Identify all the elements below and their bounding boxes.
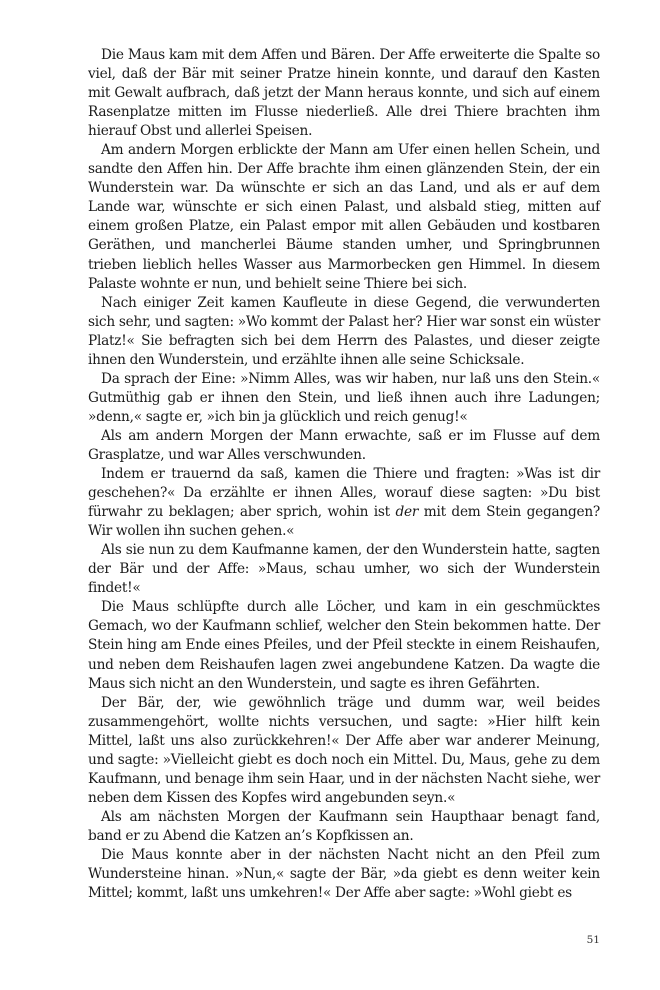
paragraph: Die Maus konnte aber in der nächsten Nacht nicht an den Pfeil zum Wundersteine hinan. »Nun,« sagte der Bär, »da giebt es denn weiter kein Mittel; kommt, laßt uns umkehren!« Der Affe aber sagte: »Wohl giebt es <box>88 846 600 902</box>
paragraph: Am andern Morgen erblickte der Mann am Ufer einen hellen Schein, und sandte den Affen hin. Der Affe brachte ihm einen glänzenden Stein, der ein Wunderstein war. Da wünschte er sich an das Land, und als er auf dem Lande war, wünschte er sich einen Palast, und alsbald stieg, mitten auf einem großen Platze, ein Palast empor mit allen Gebäuden und kostbaren Geräthen, und mancherlei Bäume standen umher, und Springbrunnen trieben lieblich helles Wasser aus Marmorbecken gen Himmel. In diesem Palaste wohnte er nun, und behielt seine Thiere bei sich. <box>88 142 600 292</box>
paragraph <box>88 465 600 541</box>
paragraph: Nach einiger Zeit kamen Kaufleute in diese Gegend, die verwunderten sich sehr, und sagten: »Wo kommt der Palast her? Hier war sonst ein wüster Platz!« Sie befragten sich bei dem Herrn des Palastes, und dieser zeigte ihnen den Wunderstein, und erzählte ihnen alle seine Schicksale. <box>88 294 600 368</box>
emphasized-word: der <box>395 504 419 521</box>
paragraph: Als sie nun zu dem Kaufmanne kamen, der den Wunderstein hatte, sagten der Bär und der Affe: »Maus, schau umher, wo sich der Wunderstein findet!« <box>88 542 600 597</box>
paragraph: Die Maus schlüpfte durch alle Löcher, und kam in ein geschmücktes Gemach, wo der Kaufmann schlief, welcher den Stein bekommen hatte. Der Stein hing am Ende eines Pfeiles, und der Pfeil steckte in einem Reishaufen, und neben dem Reishaufen lagen zwei angebundene Katzen. Da wagte die Maus sich nicht an den Wunderstein, und sagte es ihren Gefährten. <box>88 599 600 692</box>
paragraph: Da sprach der Eine: »Nimm Alles, was wir haben, nur laß uns den Stein.« Gutmüthig gab er ihnen den Stein, und ließ ihnen auch ihre Ladungen; »denn,« sagte er, »ich bin ja glücklich und reich genug!« <box>88 370 600 425</box>
paragraph: Der Bär, der, wie gewöhnlich träge und dumm war, weil beides zusammengehört, wollte nichts versuchen, und sagte: »Hier hilft kein Mittel, laßt uns also zurückkehren!« Der Affe aber war anderer Meinung, und sagte: »Vielleicht giebt es doch noch ein Mittel. Du, Maus, gehe zu dem Kaufmann, und benage ihm sein Haar, und in der nächsten Nacht siehe, wer neben dem Kissen des Kopfes wird angebunden seyn.« <box>88 694 600 806</box>
paragraph: Die Maus kam mit dem Affen und Bären. Der Affe erweiterte die Spalte so viel, daß der Bär mit seiner Pratze hinein konnte, und darauf den Kasten mit Gewalt aufbrach, daß jetzt der Mann heraus konnte, und sich auf einem Rasenplatze mitten im Flusse niederließ. Alle drei Thiere brachten ihm hierauf Obst und allerlei Speisen. <box>88 47 600 140</box>
paragraph-text: Indem er trauernd da saß, kamen die Thiere und fragten: »Was ist dir geschehen?« Da erzählte er ihnen Alles, worauf diese sagten: »Du bist fürwahr zu beklagen; aber sprich, wohin ist <box>88 466 600 521</box>
text-body <box>88 46 600 903</box>
paragraph-text: mit dem Stein gegangen? Wir wollen ihn suchen gehen.« <box>88 504 600 540</box>
paragraph: Als am nächsten Morgen der Kaufmann sein Haupthaar benagt fand, band er zu Abend die Katzen an’s Kopfkissen an. <box>88 808 600 844</box>
page-number: 51 <box>586 934 600 946</box>
paragraph: Als am andern Morgen der Mann erwachte, saß er im Flusse auf dem Grasplatze, und war Alles verschwunden. <box>88 427 600 463</box>
